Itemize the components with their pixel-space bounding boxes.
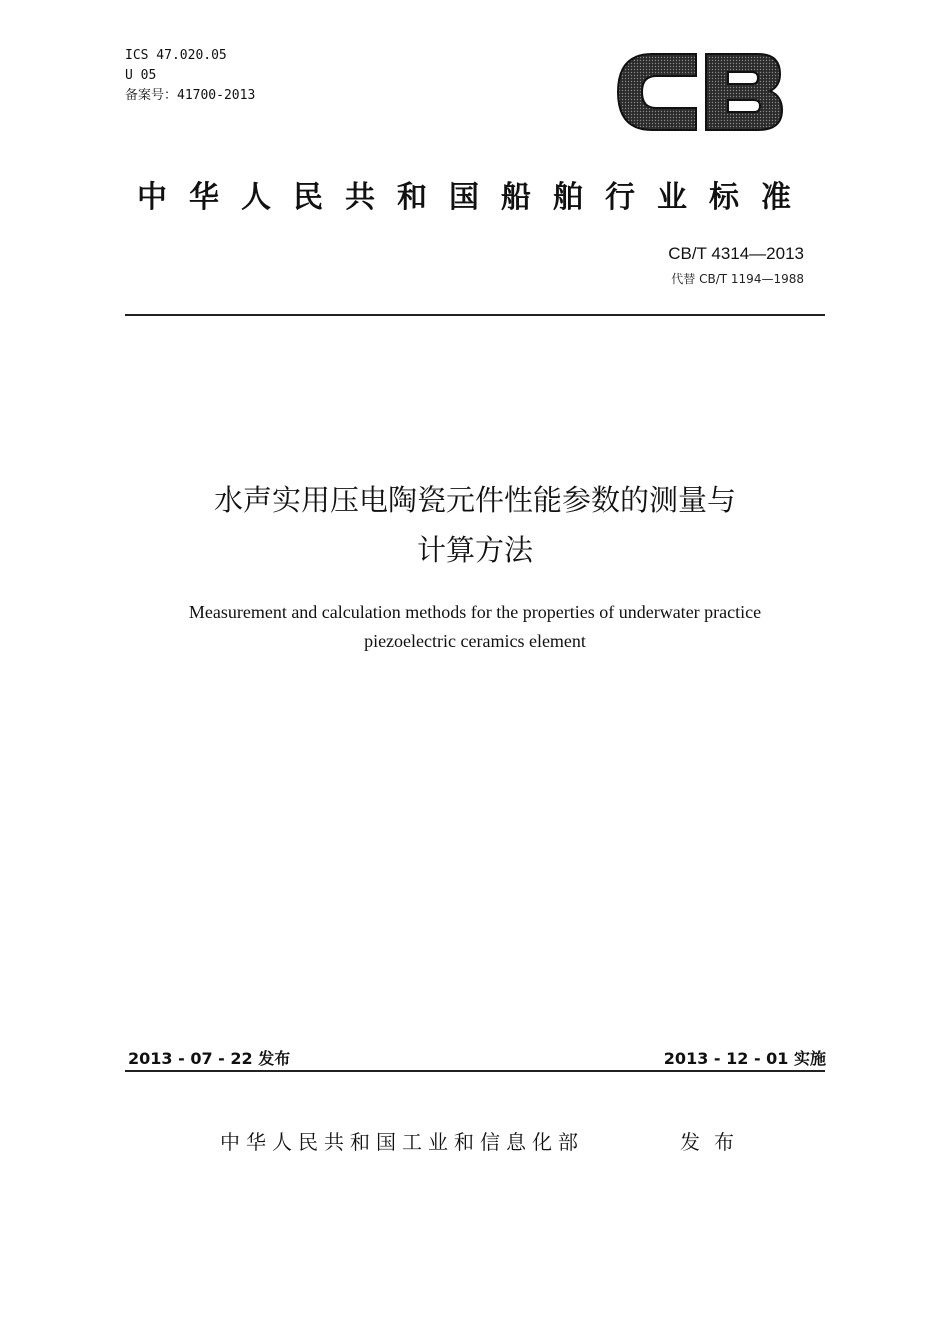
filing-number: 备案号：41700-2013	[125, 88, 256, 103]
title-chinese-line2: 计算方法	[416, 533, 533, 567]
header-codes	[125, 46, 255, 106]
implementation-date: 2013 - 12 - 01 实施	[663, 1049, 826, 1068]
standard-number: CB/T 4314—2013	[668, 244, 804, 263]
replaces-standard: 代替 CB/T 1194—1988	[671, 272, 804, 286]
issue-date: 2013 - 07 - 22 发布	[128, 1049, 291, 1068]
header-divider	[125, 314, 825, 316]
title-english-line2: piezoelectric ceramics element	[364, 631, 586, 651]
publish-label: 发布	[680, 1130, 748, 1154]
cb-logo	[612, 44, 788, 140]
publisher-name: 中华人民共和国工业和信息化部	[220, 1130, 584, 1154]
ccs-code: U 05	[125, 68, 157, 83]
industry-standard-title: 中华人民共和国船舶行业标准	[137, 180, 813, 215]
title-chinese-line1: 水声实用压电陶瓷元件性能参数的测量与	[213, 483, 736, 517]
ics-code: ICS 47.020.05	[125, 48, 227, 63]
footer-divider	[125, 1070, 825, 1072]
title-english-line1: Measurement and calculation methods for the properties of underwater practice	[188, 602, 762, 622]
